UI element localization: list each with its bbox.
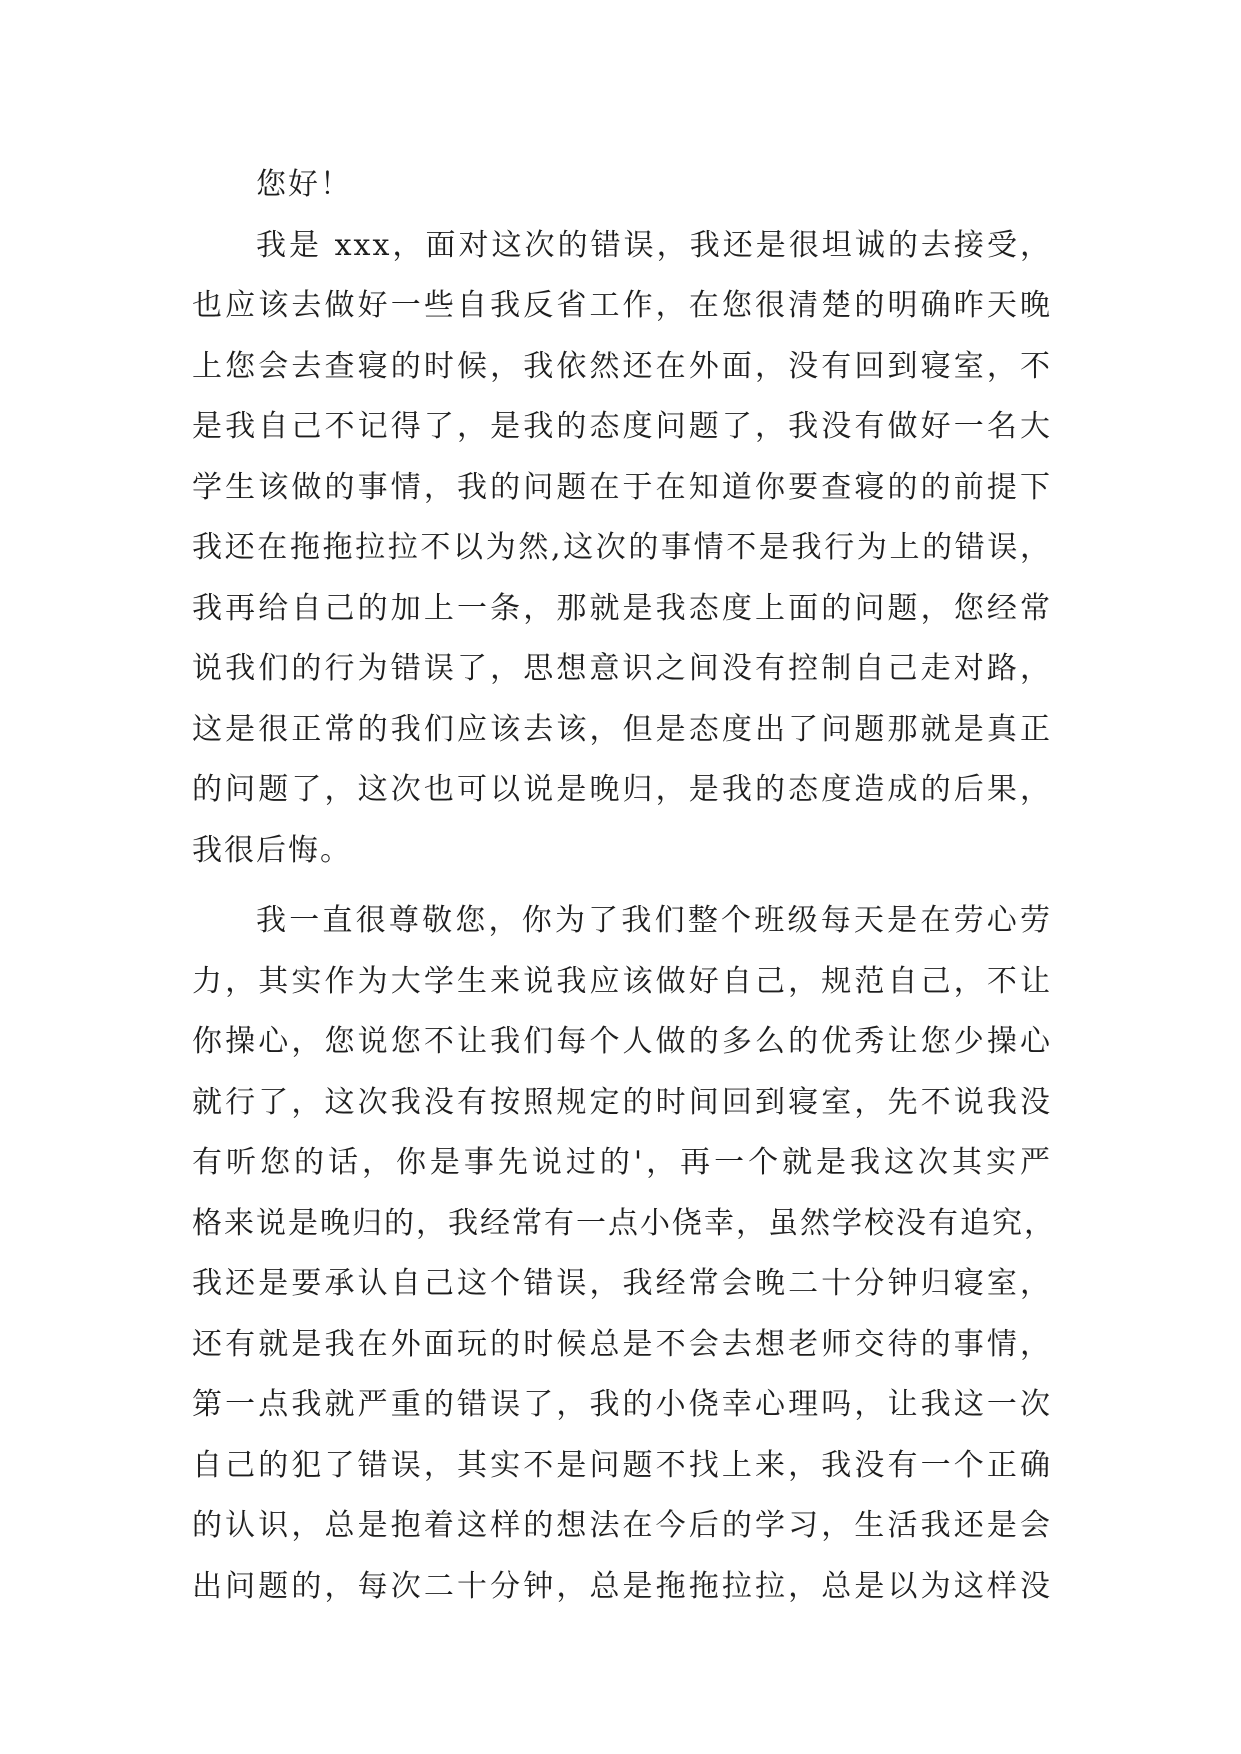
paragraph-line: 的问题了，这次也可以说是晚归，是我的态度造成的后果， — [192, 772, 1052, 807]
greeting: 您好！ — [256, 167, 352, 202]
paragraph-line: 这是很正常的我们应该去该，但是态度出了问题那就是真正 — [192, 711, 1052, 747]
paragraph-line: 你操心，您说您不让我们每个人做的多么的优秀让您少操心 — [192, 1024, 1052, 1059]
paragraph-line: 的认识，总是抱着这样的想法在今后的学习，生活我还是会 — [192, 1508, 1052, 1543]
paragraph-line: 我一直很尊敬您，你为了我们整个班级每天是在劳心劳 — [256, 903, 1052, 938]
paragraph-line: 我很后悔。 — [192, 832, 352, 868]
paragraph-line: 说我们的行为错误了，思想意识之间没有控制自己走对路， — [192, 651, 1052, 686]
paragraph-2 — [192, 891, 1056, 1617]
paragraph-line: 我还在拖拖拉拉不以为然,这次的事情不是我行为上的错误， — [192, 530, 1052, 565]
letter-body — [192, 155, 1056, 1617]
paragraph-line: 我还是要承认自己这个错误，我经常会晚二十分钟归寝室， — [192, 1266, 1052, 1301]
paragraph-line: 是我自己不记得了，是我的态度问题了，我没有做好一名大 — [192, 409, 1052, 444]
paragraph-line: 就行了，这次我没有按照规定的时间回到寝室，先不说我没 — [192, 1084, 1052, 1120]
paragraph-line: 学生该做的事情，我的问题在于在知道你要查寝的的前提下 — [192, 469, 1052, 505]
paragraph-line: 力，其实作为大学生来说我应该做好自己，规范自己，不让 — [192, 963, 1052, 999]
paragraph-line: 也应该去做好一些自我反省工作，在您很清楚的明确昨天晚 — [192, 288, 1052, 323]
paragraph-line: 我是 xxx，面对这次的错误，我还是很坦诚的去接受， — [256, 227, 1052, 263]
paragraph-1 — [192, 216, 1052, 882]
paragraph-line: 格来说是晚归的，我经常有一点小侥幸，虽然学校没有追究， — [192, 1205, 1056, 1241]
paragraph-line: 自己的犯了错误，其实不是问题不找上来，我没有一个正确 — [192, 1447, 1052, 1483]
paragraph-line: 还有就是我在外面玩的时候总是不会去想老师交待的事情， — [192, 1326, 1052, 1362]
paragraph-line: 第一点我就严重的错误了，我的小侥幸心理吗，让我这一次 — [192, 1387, 1052, 1422]
paragraph-line: 有听您的话，你是事先说过的'，再一个就是我这次其实严 — [192, 1145, 1052, 1180]
paragraph-line: 上您会去查寝的时候，我依然还在外面，没有回到寝室，不 — [192, 348, 1052, 384]
paragraph-line: 我再给自己的加上一条，那就是我态度上面的问题，您经常 — [192, 590, 1052, 626]
paragraph-line: 出问题的，每次二十分钟，总是拖拖拉拉，总是以为这样没 — [192, 1568, 1052, 1604]
